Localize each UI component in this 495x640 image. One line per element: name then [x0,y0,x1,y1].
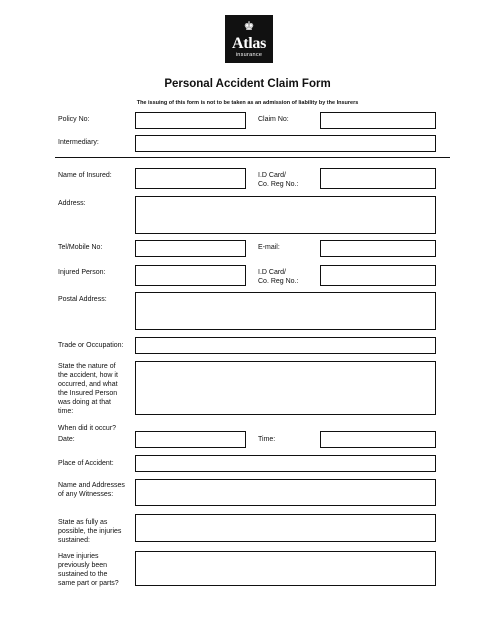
claim-no-field[interactable] [320,112,436,129]
previous-injuries-field[interactable] [135,551,436,586]
previous-line: same part or parts? [58,580,119,587]
id-card-field-1[interactable] [320,168,436,189]
injured-person-field[interactable] [135,265,246,286]
nature-line: occurred, and what [58,381,118,388]
nature-line: State the nature of [58,363,116,370]
previous-line: previously been [58,562,108,569]
id-card-label-2 [258,268,298,286]
intermediary-field[interactable] [135,135,436,152]
id-card-text-2: I.D Card/ [258,269,287,276]
date-label: Date: [58,436,75,443]
claim-no-label: Claim No: [258,116,289,123]
nature-line: the Insured Person [58,390,118,397]
atlas-logo [225,15,273,63]
logo-subtitle: insurance [235,52,263,58]
witnesses-line: of any Witnesses: [58,491,114,498]
nature-line: time: [58,408,74,415]
liability-notice: The issuing of this form is not to be taken as an admission of liability by the Insurers [136,100,359,106]
place-of-accident-label: Place of Accident: [58,460,114,467]
address-field[interactable] [135,196,436,234]
nature-of-accident-field[interactable] [135,361,436,415]
id-card-field-2[interactable] [320,265,436,286]
injuries-label [58,518,134,545]
nature-line: the accident, how it [58,372,118,379]
time-field[interactable] [320,431,436,448]
trade-occupation-label: Trade or Occupation: [58,342,124,349]
when-occur-label: When did it occur? [58,425,116,432]
tel-mobile-label: Tel/Mobile No: [58,244,103,251]
policy-no-label: Policy No: [58,116,90,123]
witnesses-field[interactable] [135,479,436,506]
nature-of-accident-label [58,362,133,416]
section-divider [55,157,450,158]
name-of-insured-label: Name of Insured: [58,172,112,179]
nature-line: was doing at that [58,399,111,406]
intermediary-label: Intermediary: [58,139,99,146]
date-field[interactable] [135,431,246,448]
previous-line: sustained to the [58,571,108,578]
id-card-text-1: I.D Card/ [258,172,287,179]
name-of-insured-field[interactable] [135,168,246,189]
address-label: Address: [58,200,86,207]
trade-occupation-field[interactable] [135,337,436,354]
co-reg-text-1: Co. Reg No.: [258,181,299,188]
id-card-label-1 [258,171,298,189]
previous-injuries-label [58,552,134,588]
email-field[interactable] [320,240,436,257]
witnesses-label [58,481,133,499]
injuries-line: possible, the injuries [58,528,122,535]
form-title: Personal Accident Claim Form [164,78,331,90]
witnesses-line: Name and Addresses [58,482,125,489]
postal-address-label: Postal Address: [58,296,107,303]
logo-brand: Atlas [231,35,267,52]
co-reg-text-2: Co. Reg No.: [258,278,299,285]
injuries-field[interactable] [135,514,436,542]
email-label: E-mail: [258,244,280,251]
time-label: Time: [258,436,276,443]
policy-no-field[interactable] [135,112,246,129]
previous-line: Have injuries [58,553,99,560]
postal-address-field[interactable] [135,292,436,330]
place-of-accident-field[interactable] [135,455,436,472]
injuries-line: State as fully as [58,519,108,526]
tel-mobile-field[interactable] [135,240,246,257]
injuries-line: sustained: [58,537,90,544]
injured-person-label: Injured Person: [58,269,106,276]
atlas-emblem-icon: ♚ [243,19,255,33]
